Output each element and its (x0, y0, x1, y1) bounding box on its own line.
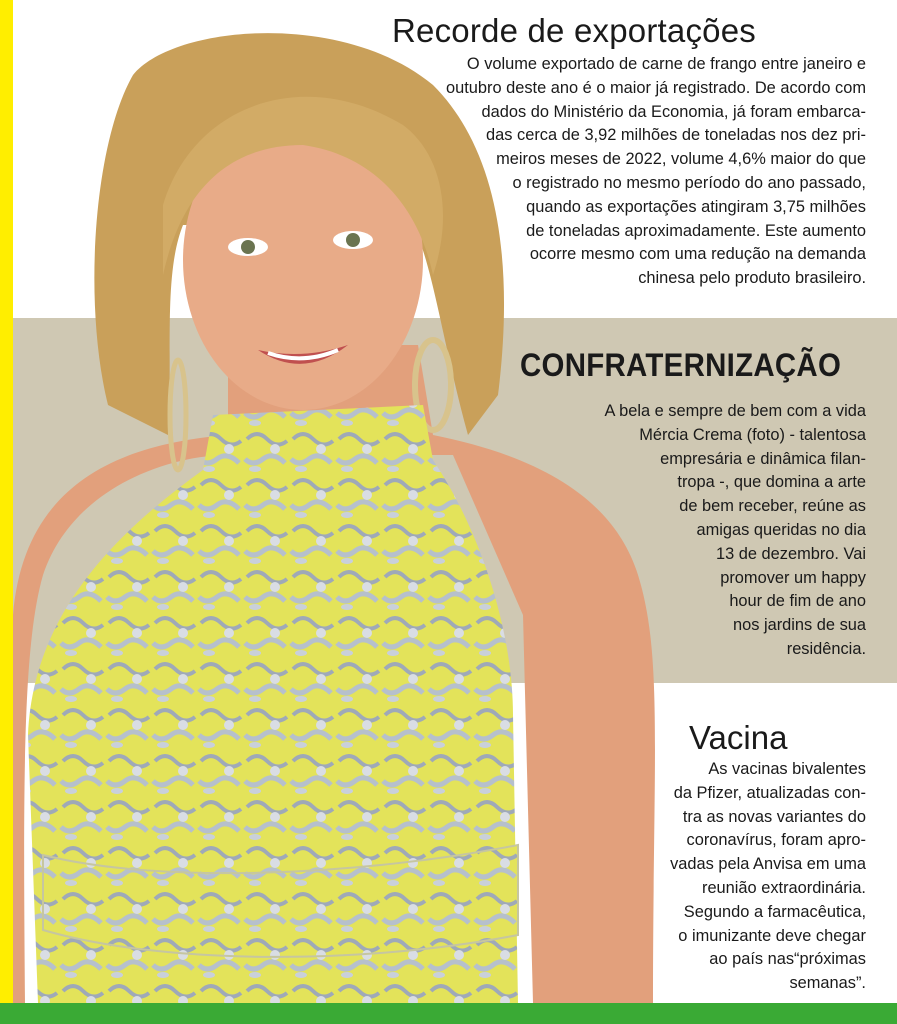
exportacoes-line: das cerca de 3,92 milhões de toneladas nos dez pri- (486, 126, 866, 145)
confraternizacao-line: tropa -, que domina a arte (677, 473, 866, 492)
vacina-line: reunião extraordinária. (701, 878, 866, 897)
confraternizacao-line: 13 de dezembro. Vai (715, 544, 866, 563)
vacina-body (600, 758, 866, 996)
exportacoes-line: o registrado no mesmo período do ano passado, (512, 173, 866, 192)
vacina-line: As vacinas bivalentes (708, 760, 866, 778)
confraternizacao-line: A bela e sempre de bem com a vida (604, 402, 866, 420)
exportacoes-line: chinesa pelo produto brasileiro. (638, 269, 866, 288)
exportacoes-body (380, 53, 866, 291)
confraternizacao-line: hour de fim de ano (729, 592, 866, 611)
exportacoes-line: quando as exportações atingiram 3,75 milhões (526, 197, 866, 216)
vacina-line: semanas”. (789, 974, 866, 993)
confraternizacao-body (560, 400, 866, 662)
exportacoes-line: O volume exportado de carne de frango entre janeiro e (466, 55, 866, 73)
vacina-line: o imunizante deve chegar (678, 926, 866, 945)
vacina-line: Segundo a farmacêutica, (683, 902, 866, 921)
exportacoes-line: dados do Ministério da Economia, já foram embarca- (481, 102, 866, 121)
exportacoes-line: meiros meses de 2022, volume 4,6% maior do que (496, 150, 866, 169)
confraternizacao-title: CONFRATERNIZAÇÃO (520, 347, 842, 383)
vacina-line: vadas pela Anvisa em uma (670, 855, 866, 874)
vacina-line: da Pfizer, atualizadas con- (673, 783, 866, 802)
exportacoes-line: ocorre mesmo com uma redução na demanda (529, 245, 866, 264)
confraternizacao-line: residência. (786, 639, 866, 658)
confraternizacao-line: empresária e dinâmica filan- (660, 449, 866, 468)
confraternizacao-line: de bem receber, reúne as (679, 497, 866, 516)
vacina-line: ao país nas“próximas (709, 950, 866, 969)
confraternizacao-line: amigas queridas no dia (696, 520, 866, 539)
exportacoes-line: outubro deste ano é o maior já registrado. De acordo com (445, 78, 866, 97)
exportacoes-line: de toneladas aproximadamente. Este aumento (526, 221, 866, 240)
vacina-line: tra as novas variantes do (682, 807, 866, 826)
green-bottom-bar (0, 1003, 897, 1024)
confraternizacao-line: nos jardins de sua (732, 616, 866, 635)
yellow-left-bar (0, 0, 13, 1024)
exportacoes-title: Recorde de exportações (392, 12, 756, 49)
confraternizacao-line: promover um happy (720, 568, 866, 587)
confraternizacao-line: Mércia Crema (foto) - talentosa (639, 425, 866, 444)
vacina-line: coronavírus, foram apro- (686, 831, 866, 850)
vacina-title: Vacina (689, 719, 788, 756)
